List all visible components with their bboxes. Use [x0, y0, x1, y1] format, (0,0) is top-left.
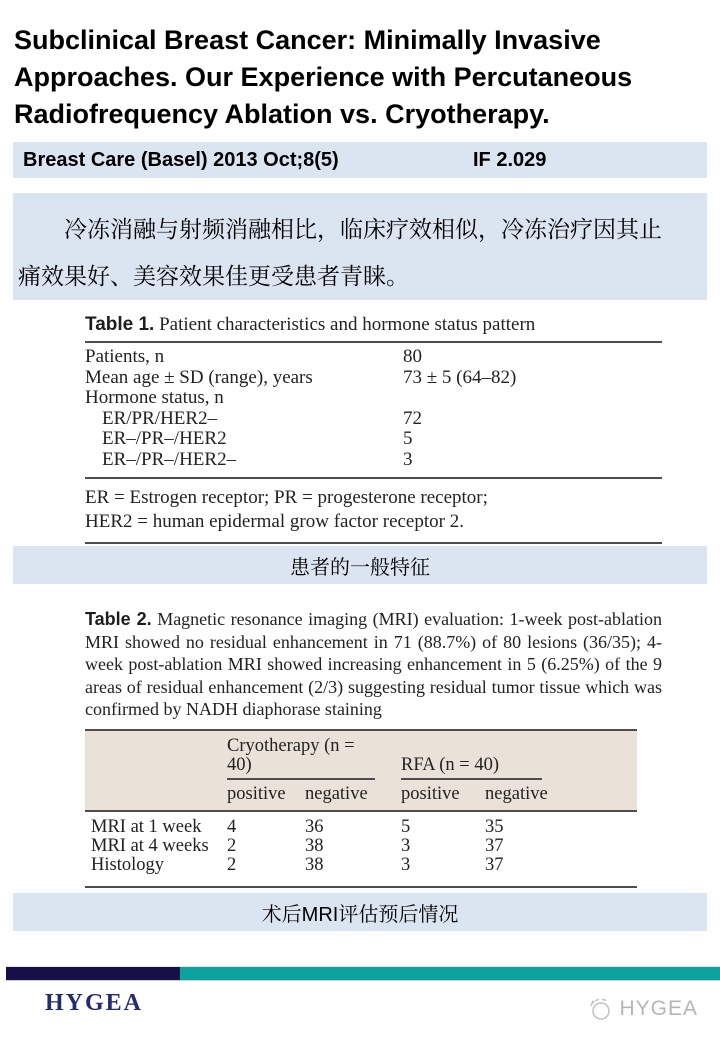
row-label: Patients, n	[85, 346, 165, 367]
footnote-line: HER2 = human epidermal grow factor receptor 2.	[85, 510, 464, 532]
watermark-text: HYGEA	[619, 997, 698, 1020]
impact-factor: IF 2.029	[473, 148, 547, 171]
row-value: 72	[403, 407, 422, 429]
table2-caption-label: Table 2.	[85, 609, 152, 629]
cell-value: 35	[485, 816, 504, 837]
table-row	[85, 388, 662, 409]
table1	[85, 313, 662, 544]
summary-text: 冷冻消融与射频消融相比，临床疗效相似，冷冻治疗因其止痛效果好、美容效果佳更受患者青睐。	[18, 216, 662, 289]
cell-value: 3	[401, 835, 411, 856]
stub-cell	[85, 730, 221, 780]
table-row	[85, 856, 637, 887]
row-label: ER–/PR–/HER2–	[102, 448, 237, 470]
table-row	[85, 347, 662, 368]
footnote-line: ER = Estrogen receptor; PR = progesterone receptor;	[85, 487, 488, 508]
table2-caption	[85, 608, 662, 721]
table-row	[85, 811, 637, 837]
subheader-cell: positive	[221, 780, 299, 811]
table2-annotation-bar	[13, 893, 707, 931]
summary-box	[13, 193, 707, 300]
cell-value: 38	[305, 854, 324, 875]
cell-value: 37	[485, 854, 504, 875]
row-label: Histology	[91, 854, 164, 875]
table1-annotation-bar	[13, 546, 707, 584]
table1-body	[85, 341, 662, 479]
table-row	[85, 837, 637, 856]
subheader-cell: positive	[395, 780, 479, 811]
table2-grid	[85, 729, 637, 888]
row-value: 5	[403, 428, 413, 449]
group-header-rfa	[395, 730, 637, 780]
cell-value: 2	[227, 854, 237, 875]
cell-value: 38	[305, 835, 324, 856]
row-label: ER/PR/HER2–	[102, 407, 218, 429]
hygea-logo: HYGEA	[45, 990, 144, 1016]
journal-bar	[13, 142, 707, 178]
subheader-cell: negative	[299, 780, 395, 811]
table2-caption-text: Magnetic resonance imaging (MRI) evaluation: 1-week post-ablation MRI showed no residual enhancement in 71 (88.7%) of 80 lesions (36/35); 4-week post-ablation MRI showed increasing enhancement in 5 (6.25%) of the 9 areas of residual enhancement (2/3) suggesting residual tumor tissue which was confirmed by NADH diaphorase staining	[85, 609, 662, 719]
row-label: ER–/PR–/HER2	[102, 428, 227, 449]
cell-value: 3	[401, 854, 411, 875]
row-value: 80	[403, 346, 422, 367]
footer-navy-segment	[6, 967, 180, 980]
table2-annotation-text: 术后MRI评估预后情况	[261, 903, 459, 926]
cell-value: 37	[485, 835, 504, 856]
table-row	[85, 409, 662, 430]
journal-citation: Breast Care (Basel) 2013 Oct;8(5)	[23, 148, 339, 171]
page-title	[14, 22, 710, 133]
cell-value: 36	[305, 816, 324, 837]
group-header-label: Cryotherapy (n = 40)	[227, 737, 375, 780]
footer-teal-segment	[180, 967, 720, 980]
row-value: 3	[403, 448, 413, 470]
cell-value: 5	[401, 816, 411, 837]
table2-subheader-row	[85, 780, 637, 811]
table-row	[85, 368, 662, 389]
title-line-2: Approaches. Our Experience with Percutaneous	[14, 62, 633, 92]
table-row	[85, 429, 662, 450]
subheader-cell: negative	[479, 780, 637, 811]
table-row	[85, 450, 662, 471]
table1-footnote	[85, 479, 662, 544]
row-label: Mean age ± SD (range), years	[85, 366, 313, 388]
row-label: Hormone status, n	[85, 387, 224, 408]
group-header-cryotherapy	[221, 730, 395, 780]
hygea-emblem-icon	[587, 996, 613, 1022]
table2-group-header-row	[85, 730, 637, 780]
table1-caption	[85, 313, 662, 337]
cell-value: 4	[227, 816, 237, 837]
row-label: MRI at 4 weeks	[91, 835, 209, 856]
title-line-3: Radiofrequency Ablation vs. Cryotherapy.	[14, 99, 550, 129]
table1-annotation-text: 患者的一般特征	[290, 556, 430, 579]
table1-caption-text: Patient characteristics and hormone status pattern	[159, 314, 536, 335]
hygea-watermark	[587, 996, 698, 1022]
title-line-1: Subclinical Breast Cancer: Minimally Invasive	[14, 25, 601, 55]
table2	[85, 608, 662, 888]
row-value: 73 ± 5 (64–82)	[403, 366, 517, 388]
row-label: MRI at 1 week	[91, 816, 202, 837]
table1-caption-label: Table 1.	[85, 314, 155, 335]
footer-divider-bar	[6, 966, 720, 981]
stub-cell	[85, 780, 221, 811]
group-header-label: RFA (n = 40)	[401, 756, 542, 780]
cell-value: 2	[227, 835, 237, 856]
